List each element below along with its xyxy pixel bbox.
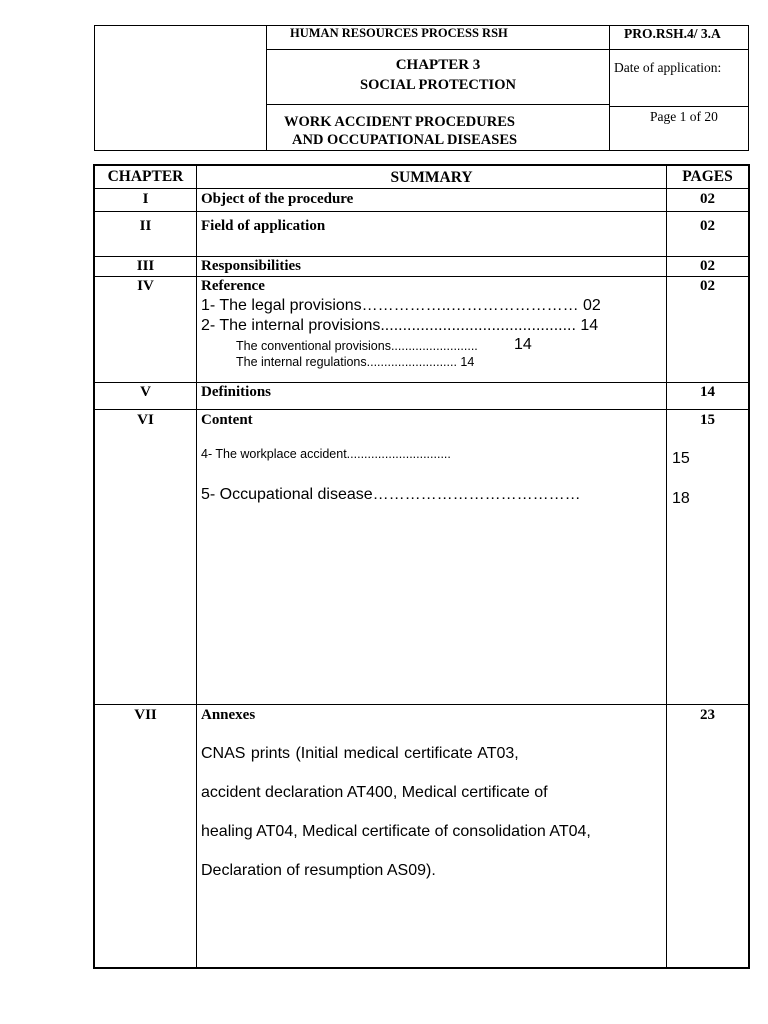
row-pages: 14	[700, 384, 715, 400]
reference-item-legal: 1- The legal provisions……………..…………………… 02	[201, 297, 601, 314]
procedure-title-line2: AND OCCUPATIONAL DISEASES	[292, 132, 518, 148]
row-chapter-number: IV	[137, 278, 154, 294]
row-pages: 02	[700, 191, 715, 207]
date-of-application-label: Date of application:	[614, 60, 722, 75]
row-title: Object of the procedure	[201, 191, 354, 207]
row-pages: 02	[700, 218, 715, 234]
reference-subitem-conventional-page: 14	[514, 336, 532, 353]
annex-text-line4: Declaration of resumption AS09).	[201, 862, 436, 879]
content-item-occupational-disease-page: 18	[672, 490, 690, 507]
procedure-title-line1: WORK ACCIDENT PROCEDURES	[284, 114, 515, 130]
reference-item-internal: 2- The internal provisions............................................ 14	[201, 317, 599, 334]
row-chapter-number: I	[142, 191, 149, 207]
row-chapter-number: III	[136, 258, 155, 274]
column-header-pages: PAGES	[682, 168, 733, 185]
page-number-label: Page 1 of 20	[650, 109, 718, 124]
content-item-workplace-accident-page: 15	[672, 450, 690, 467]
row-pages: 23	[700, 707, 715, 723]
row-title: Reference	[201, 278, 265, 294]
content-item-occupational-disease: 5- Occupational disease…………………………………	[201, 486, 581, 503]
chapter-subtitle: SOCIAL PROTECTION	[360, 77, 516, 93]
row-title: Annexes	[201, 707, 256, 723]
annex-text-line1: CNAS prints (Initial medical certificate AT03,	[201, 745, 519, 762]
row-pages: 15	[700, 412, 715, 428]
row-title: Responsibilities	[201, 258, 302, 274]
row-chapter-number: VII	[134, 707, 157, 723]
annex-text-line3: healing AT04, Medical certificate of consolidation AT04,	[201, 823, 591, 840]
row-chapter-number: II	[139, 218, 152, 234]
row-pages: 02	[700, 258, 715, 274]
row-chapter-number: VI	[137, 412, 154, 428]
reference-subitem-conventional: The conventional provisions.........................	[236, 339, 478, 353]
row-pages: 02	[700, 278, 715, 294]
row-title: Field of application	[201, 218, 326, 234]
chapter-heading: CHAPTER 3	[395, 57, 481, 73]
column-header-chapter: CHAPTER	[107, 168, 184, 185]
row-title: Definitions	[201, 384, 272, 400]
document-code: PRO.RSH.4/ 3.A	[624, 26, 721, 41]
content-item-workplace-accident: 4- The workplace accident..............................	[201, 447, 451, 461]
row-title: Content	[201, 412, 253, 428]
column-header-summary: SUMMARY	[390, 169, 473, 186]
reference-subitem-regulations: The internal regulations.......................... 14	[236, 355, 475, 369]
process-title: HUMAN RESOURCES PROCESS RSH	[290, 26, 508, 40]
annex-text-line2: accident declaration AT400, Medical certificate of	[201, 784, 548, 801]
row-chapter-number: V	[140, 384, 151, 400]
